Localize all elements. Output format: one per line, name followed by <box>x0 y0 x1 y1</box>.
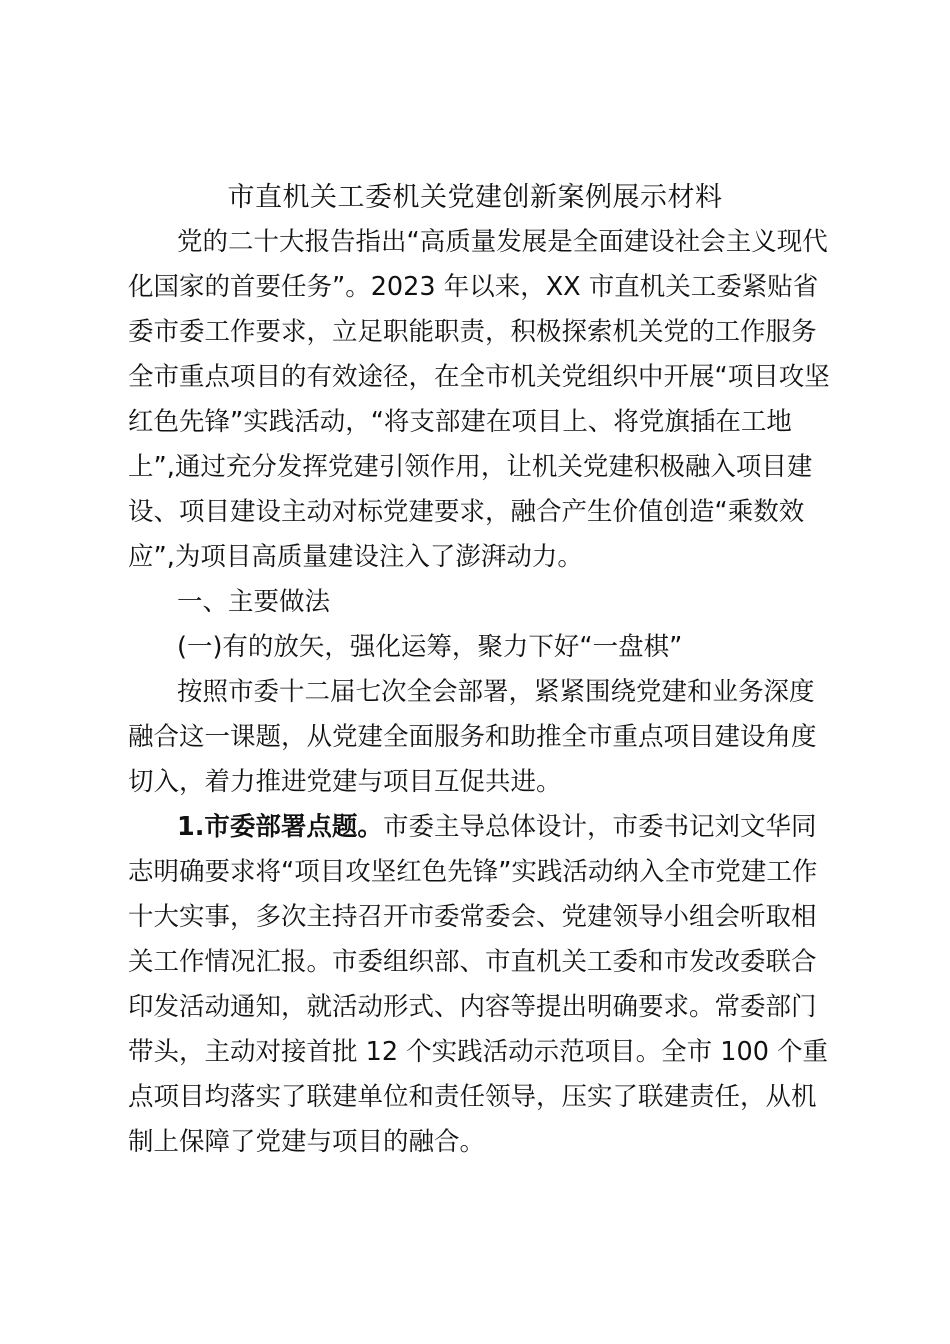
item-text: 市委主导总体设计，市委书记刘文华同 <box>382 812 817 842</box>
item-lead: 1.市委部署点题。 <box>177 812 383 842</box>
document-title: 市直机关工委机关党建创新案例展示材料 <box>227 182 723 213</box>
paragraph-line: 应”,为项目高质量建设注入了澎湃动力。 <box>128 542 583 572</box>
paragraph-line: 委市委工作要求，立足职能职责，积极探索机关党的工作服务 <box>128 317 817 347</box>
paragraph-line: 红色先锋”实践活动，“将支部建在项目上、将党旗插在工地 <box>128 407 792 437</box>
paragraph-line <box>177 805 816 849</box>
paragraph-line: 关工作情况汇报。市委组织部、市直机关工委和市发改委联合 <box>128 947 817 977</box>
paragraph-line: 党的二十大报告指出“高质量发展是全面建设社会主义现代 <box>177 227 828 257</box>
paragraph-line: 印发活动通知，就活动形式、内容等提出明确要求。常委部门 <box>128 992 817 1022</box>
paragraph-line: 制上保障了党建与项目的融合。 <box>128 1127 486 1157</box>
paragraph-line: 设、项目建设主动对标党建要求，融合产生价值创造“乘数效 <box>128 497 805 527</box>
paragraph-line: 带头，主动对接首批 12 个实践活动示范项目。全市 100 个重 <box>128 1037 829 1067</box>
paragraph-line: 按照市委十二届七次全会部署，紧紧围绕党建和业务深度 <box>177 677 815 707</box>
paragraph-line: 融合这一课题，从党建全面服务和助推全市重点项目建设角度 <box>128 722 817 752</box>
paragraph-line: 志明确要求将“项目攻坚红色先锋”实践活动纳入全市党建工作 <box>128 857 818 887</box>
paragraph-line: 上”,通过充分发挥党建引领作用，让机关党建积极融入项目建 <box>128 452 813 482</box>
paragraph-line: 点项目均落实了联建单位和责任领导，压实了联建责任，从机 <box>128 1082 817 1112</box>
paragraph-line: 化国家的首要任务”。2023 年以来，XX 市直机关工委紧贴省 <box>128 272 819 302</box>
section-subheading: (一)有的放矢，强化运筹，聚力下好“一盘棋” <box>177 632 683 662</box>
paragraph-line: 十大实事，多次主持召开市委常委会、党建领导小组会听取相 <box>128 902 817 932</box>
paragraph-line: 全市重点项目的有效途径，在全市机关党组织中开展“项目攻坚 <box>128 362 830 392</box>
section-heading: 一、主要做法 <box>177 587 331 617</box>
paragraph-line: 切入，着力推进党建与项目互促共进。 <box>128 767 562 797</box>
